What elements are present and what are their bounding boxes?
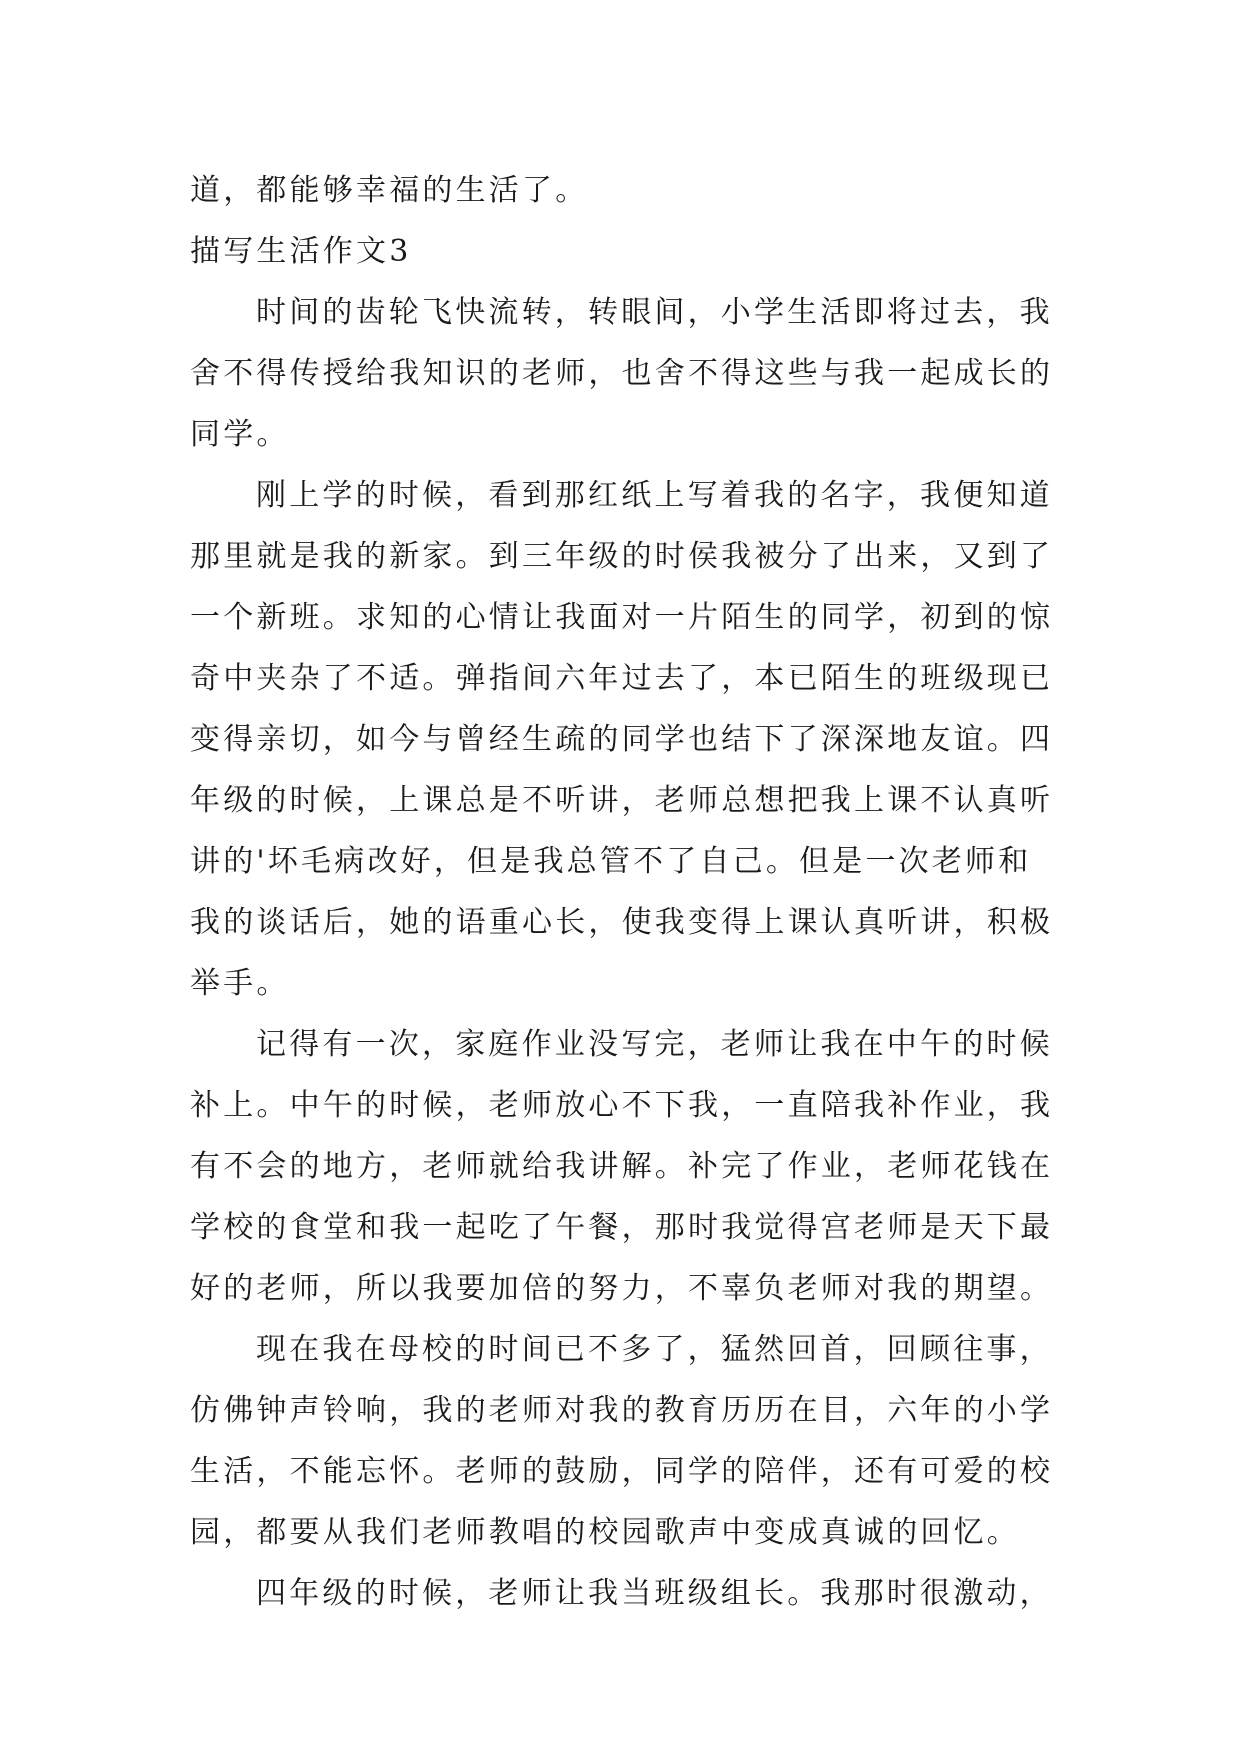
text-line: 道，都能够幸福的生活了。: [190, 173, 589, 208]
paragraph-first-line: 记得有一次，家庭作业没写完，老师让我在中午的时候: [256, 1027, 1053, 1062]
text-line: 奇中夹杂了不适。弹指间六年过去了，本已陌生的班级现已: [190, 661, 1054, 696]
text-line: 仿佛钟声铃响，我的老师对我的教育历历在目，六年的小学: [190, 1393, 1054, 1428]
section-heading: 描写生活作文3: [190, 234, 412, 269]
paragraph-first-line: 四年级的时候，老师让我当班级组长。我那时很激动，: [256, 1576, 1053, 1611]
text-line: 我的谈话后，她的语重心长，使我变得上课认真听讲，积极: [190, 905, 1054, 940]
paragraph-first-line: 时间的齿轮飞快流转，转眼间，小学生活即将过去，我: [256, 295, 1053, 330]
text-line: 举手。: [190, 966, 290, 1001]
text-line: 一个新班。求知的心情让我面对一片陌生的同学，初到的惊: [190, 600, 1054, 635]
text-line: 有不会的地方，老师就给我讲解。补完了作业，老师花钱在: [190, 1149, 1054, 1184]
text-line: 年级的时候，上课总是不听讲，老师总想把我上课不认真听: [190, 783, 1054, 818]
text-line: 园，都要从我们老师教唱的校园歌声中变成真诚的回忆。: [190, 1515, 1020, 1550]
text-line: 学校的食堂和我一起吃了午餐，那时我觉得宫老师是天下最: [190, 1210, 1054, 1245]
paragraph-first-line: 现在我在母校的时间已不多了，猛然回首，回顾往事，: [256, 1332, 1053, 1367]
text-line: 好的老师，所以我要加倍的努力，不辜负老师对我的期望。: [190, 1271, 1054, 1306]
paragraph-first-line: 刚上学的时候，看到那红纸上写着我的名字，我便知道: [256, 478, 1053, 513]
document-page: [190, 160, 1060, 1624]
text-line: 那里就是我的新家。到三年级的时侯我被分了出来，又到了: [190, 539, 1054, 574]
text-line: 讲的'坏毛病改好，但是我总管不了自己。但是一次老师和: [190, 844, 1032, 879]
text-line: 生活，不能忘怀。老师的鼓励，同学的陪伴，还有可爱的校: [190, 1454, 1054, 1489]
text-line: 补上。中午的时候，老师放心不下我，一直陪我补作业，我: [190, 1088, 1054, 1123]
text-line: 舍不得传授给我知识的老师，也舍不得这些与我一起成长的: [190, 356, 1054, 391]
text-line: 同学。: [190, 417, 290, 452]
text-line: 变得亲切，如今与曾经生疏的同学也结下了深深地友谊。四: [190, 722, 1054, 757]
